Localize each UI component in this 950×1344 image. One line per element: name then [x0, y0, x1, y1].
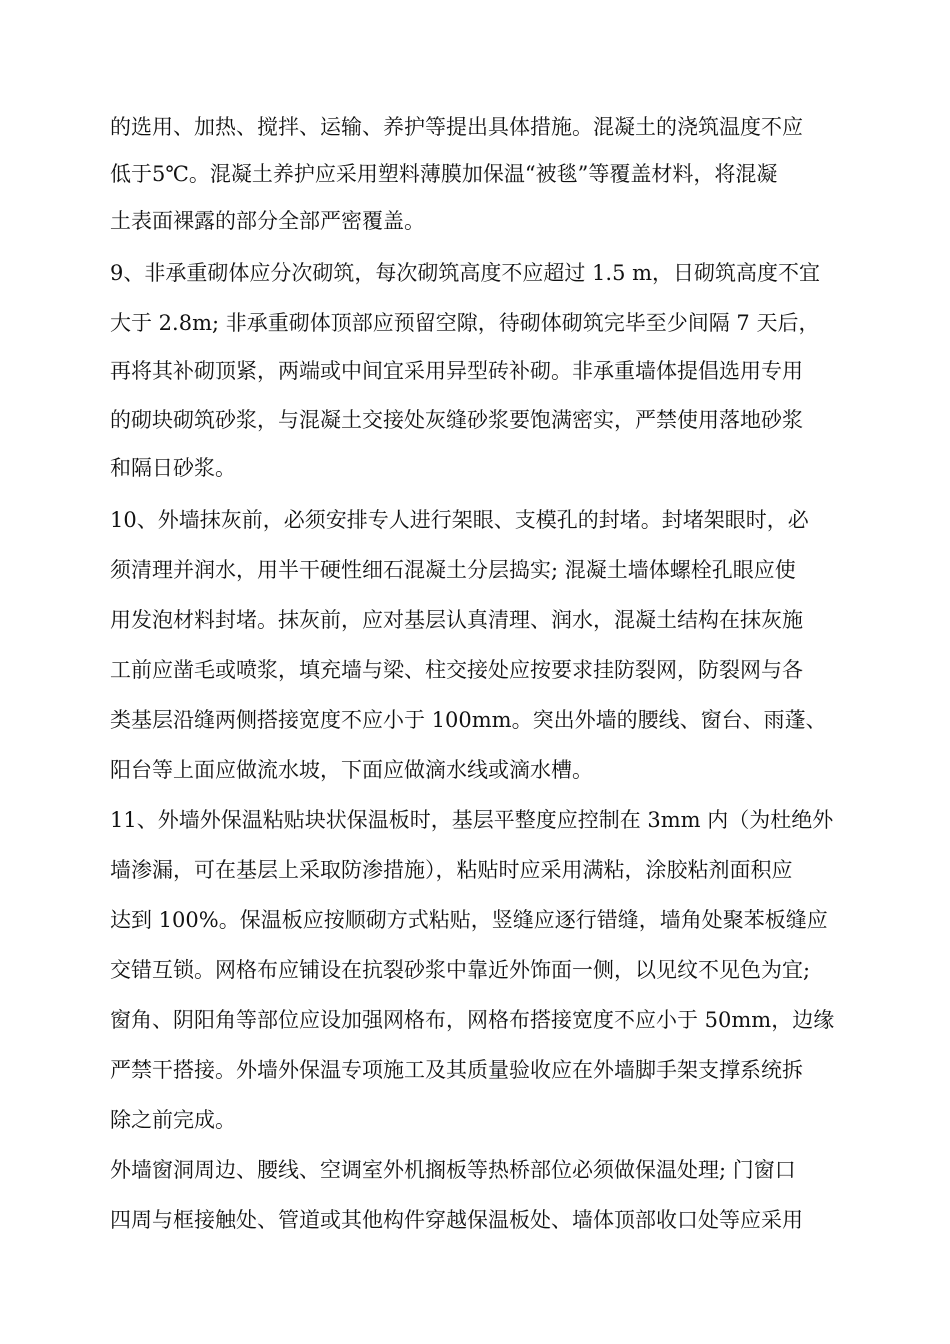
text-line: 再将其补砌顶紧，两端或中间宜采用异型砖补砌。非承重墙体提倡选用专用: [110, 359, 803, 383]
text-line: 10、外墙抹灰前，必须安排专人进行架眼、支模孔的封堵。封堵架眼时，必: [110, 508, 809, 532]
text-line: 窗角、阴阳角等部位应设加强网格布，网格布搭接宽度不应小于 50mm，边缘: [110, 1008, 835, 1032]
text-line: 四周与框接触处、管道或其他构件穿越保温板处、墙体顶部收口处等应采用: [110, 1208, 803, 1232]
text-line: 低于5℃。混凝土养护应采用塑料薄膜加保温“被毯”等覆盖材料，将混凝: [110, 162, 778, 186]
text-line: 的砌块砌筑砂浆，与混凝土交接处灰缝砂浆要饱满密实，严禁使用落地砂浆: [110, 408, 803, 432]
text-line: 9、非承重砌体应分次砌筑，每次砌筑高度不应超过 1.5 m，日砌筑高度不宜: [110, 261, 821, 285]
text-line: 交错互锁。网格布应铺设在抗裂砂浆中靠近外饰面一侧，以见纹不见色为宜;: [110, 958, 811, 982]
text-line: 工前应凿毛或喷浆，填充墙与梁、柱交接处应按要求挂防裂网，防裂网与各: [110, 658, 803, 682]
text-line: 达到 100%。保温板应按顺砌方式粘贴，竖缝应逐行错缝，墙角处聚苯板缝应: [110, 908, 828, 932]
text-line: 土表面裸露的部分全部严密覆盖。: [110, 209, 425, 233]
text-line: 用发泡材料封堵。抹灰前，应对基层认真清理、润水，混凝土结构在抹灰施: [110, 608, 803, 632]
text-line: 和隔日砂浆。: [110, 456, 236, 480]
text-line: 除之前完成。: [110, 1108, 236, 1132]
text-line: 严禁干搭接。外墙外保温专项施工及其质量验收应在外墙脚手架支撑系统拆: [110, 1058, 803, 1082]
text-line: 阳台等上面应做流水坡，下面应做滴水线或滴水槽。: [110, 758, 593, 782]
text-line: 类基层沿缝两侧搭接宽度不应小于 100mm。突出外墙的腰线、窗台、雨蓬、: [110, 708, 827, 732]
text-line: 大于 2.8m; 非承重砌体顶部应预留空隙，待砌体砌筑完毕至少间隔 7 天后，: [110, 311, 820, 335]
text-line: 外墙窗洞周边、腰线、空调室外机搁板等热桥部位必须做保温处理; 门窗口: [110, 1158, 796, 1182]
text-line: 须清理并润水，用半干硬性细石混凝土分层捣实; 混凝土墙体螺栓孔眼应使: [110, 558, 796, 582]
text-line: 墙渗漏，可在基层上采取防渗措施），粘贴时应采用满粘，涂胶粘剂面积应: [110, 858, 793, 882]
text-line: 的选用、加热、搅拌、运输、养护等提出具体措施。混凝土的浇筑温度不应: [110, 115, 803, 139]
text-line: 11、外墙外保温粘贴块状保温板时，基层平整度应控制在 3mm 内（为杜绝外: [110, 808, 834, 832]
